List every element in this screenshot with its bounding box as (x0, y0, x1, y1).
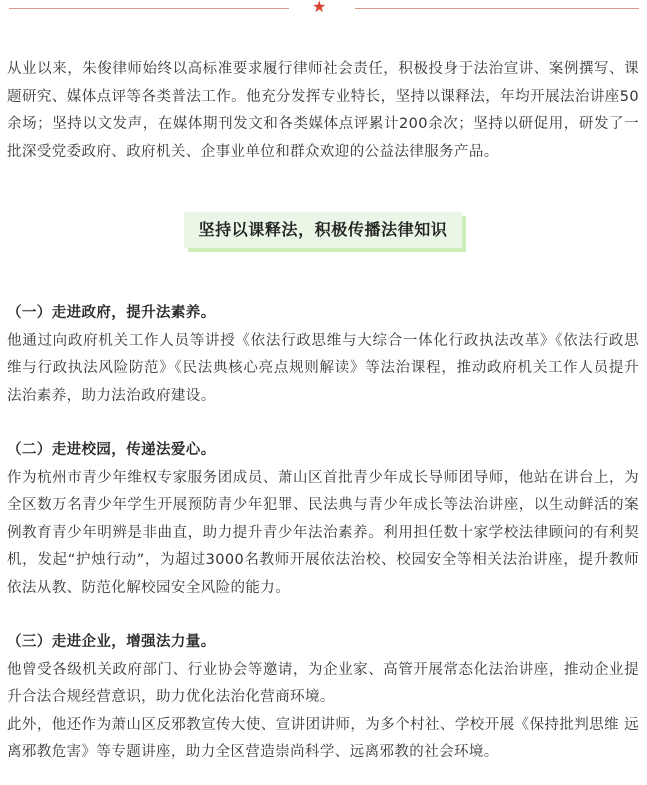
section-heading-government: （一）走进政府，提升法素养。 (7, 305, 216, 321)
divider-line-right (355, 8, 639, 9)
top-divider (0, 0, 647, 16)
section-body-government: 他通过向政府机关工作人员等讲授《依法行政思维与大综合一体化行政执法改革》《依法行政思维与行政执法风险防范》《民法典核心亮点规则解读》等法治课程，推动政府机关工作人员提升法治素养，助力法治政府建设。 (7, 332, 639, 404)
article-body (7, 56, 639, 767)
spacer (7, 410, 639, 437)
section-title: 坚持以课释法，积极传播法律知识 (184, 212, 461, 248)
section-heading-enterprise: （三）走进企业，增强法力量。 (7, 634, 216, 650)
section-body-school: 作为杭州市青少年维权专家服务团成员、萧山区首批青少年成长导师团导师，他站在讲台上，为全区数万名青少年学生开展预防青少年犯罪、民法典与青少年成长等法治讲座，以生动鲜活的案例教育青少年明辨是非曲直，助力提升青少年法治素养。利用担任数十家学校法律顾问的有利契机，发起“护烛行动”，为超过3000名教师开展依法治校、校园安全等相关法治讲座，提升教师依法从教、防范化解校园安全风险的能力。 (7, 469, 639, 596)
star-icon: ★ (312, 0, 327, 16)
spacer (7, 602, 639, 629)
section-title-wrap (7, 210, 639, 256)
divider-line-left (9, 8, 289, 9)
section-heading-school: （二）走进校园，传递法爱心。 (7, 442, 216, 458)
section-body-extra: 此外，他还作为萧山区反邪教宣传大使、宣讲团讲师，为多个村社、学校开展《保持批判思维 远离邪教危害》等专题讲座，助力全区营造崇尚科学、远离邪教的社会环境。 (7, 716, 639, 760)
intro-paragraph: 从业以来，朱俊律师始终以高标准要求履行律师社会责任，积极投身于法治宣讲、案例撰写、课题研究、媒体点评等各类普法工作。他充分发挥专业特长，坚持以课释法，年均开展法治讲座50余场；坚持以文发声，在媒体期刊发文和各类媒体点评累计200余次；坚持以研促用，研发了一批深受党委政府、政府机关、企事业单位和群众欢迎的公益法律服务产品。 (7, 61, 639, 160)
section-body-enterprise: 他曾受各级机关政府部门、行业协会等邀请，为企业家、高管开展常态化法治讲座，推动企业提升合法合规经营意识，助力优化法治化营商环境。 (7, 661, 639, 705)
